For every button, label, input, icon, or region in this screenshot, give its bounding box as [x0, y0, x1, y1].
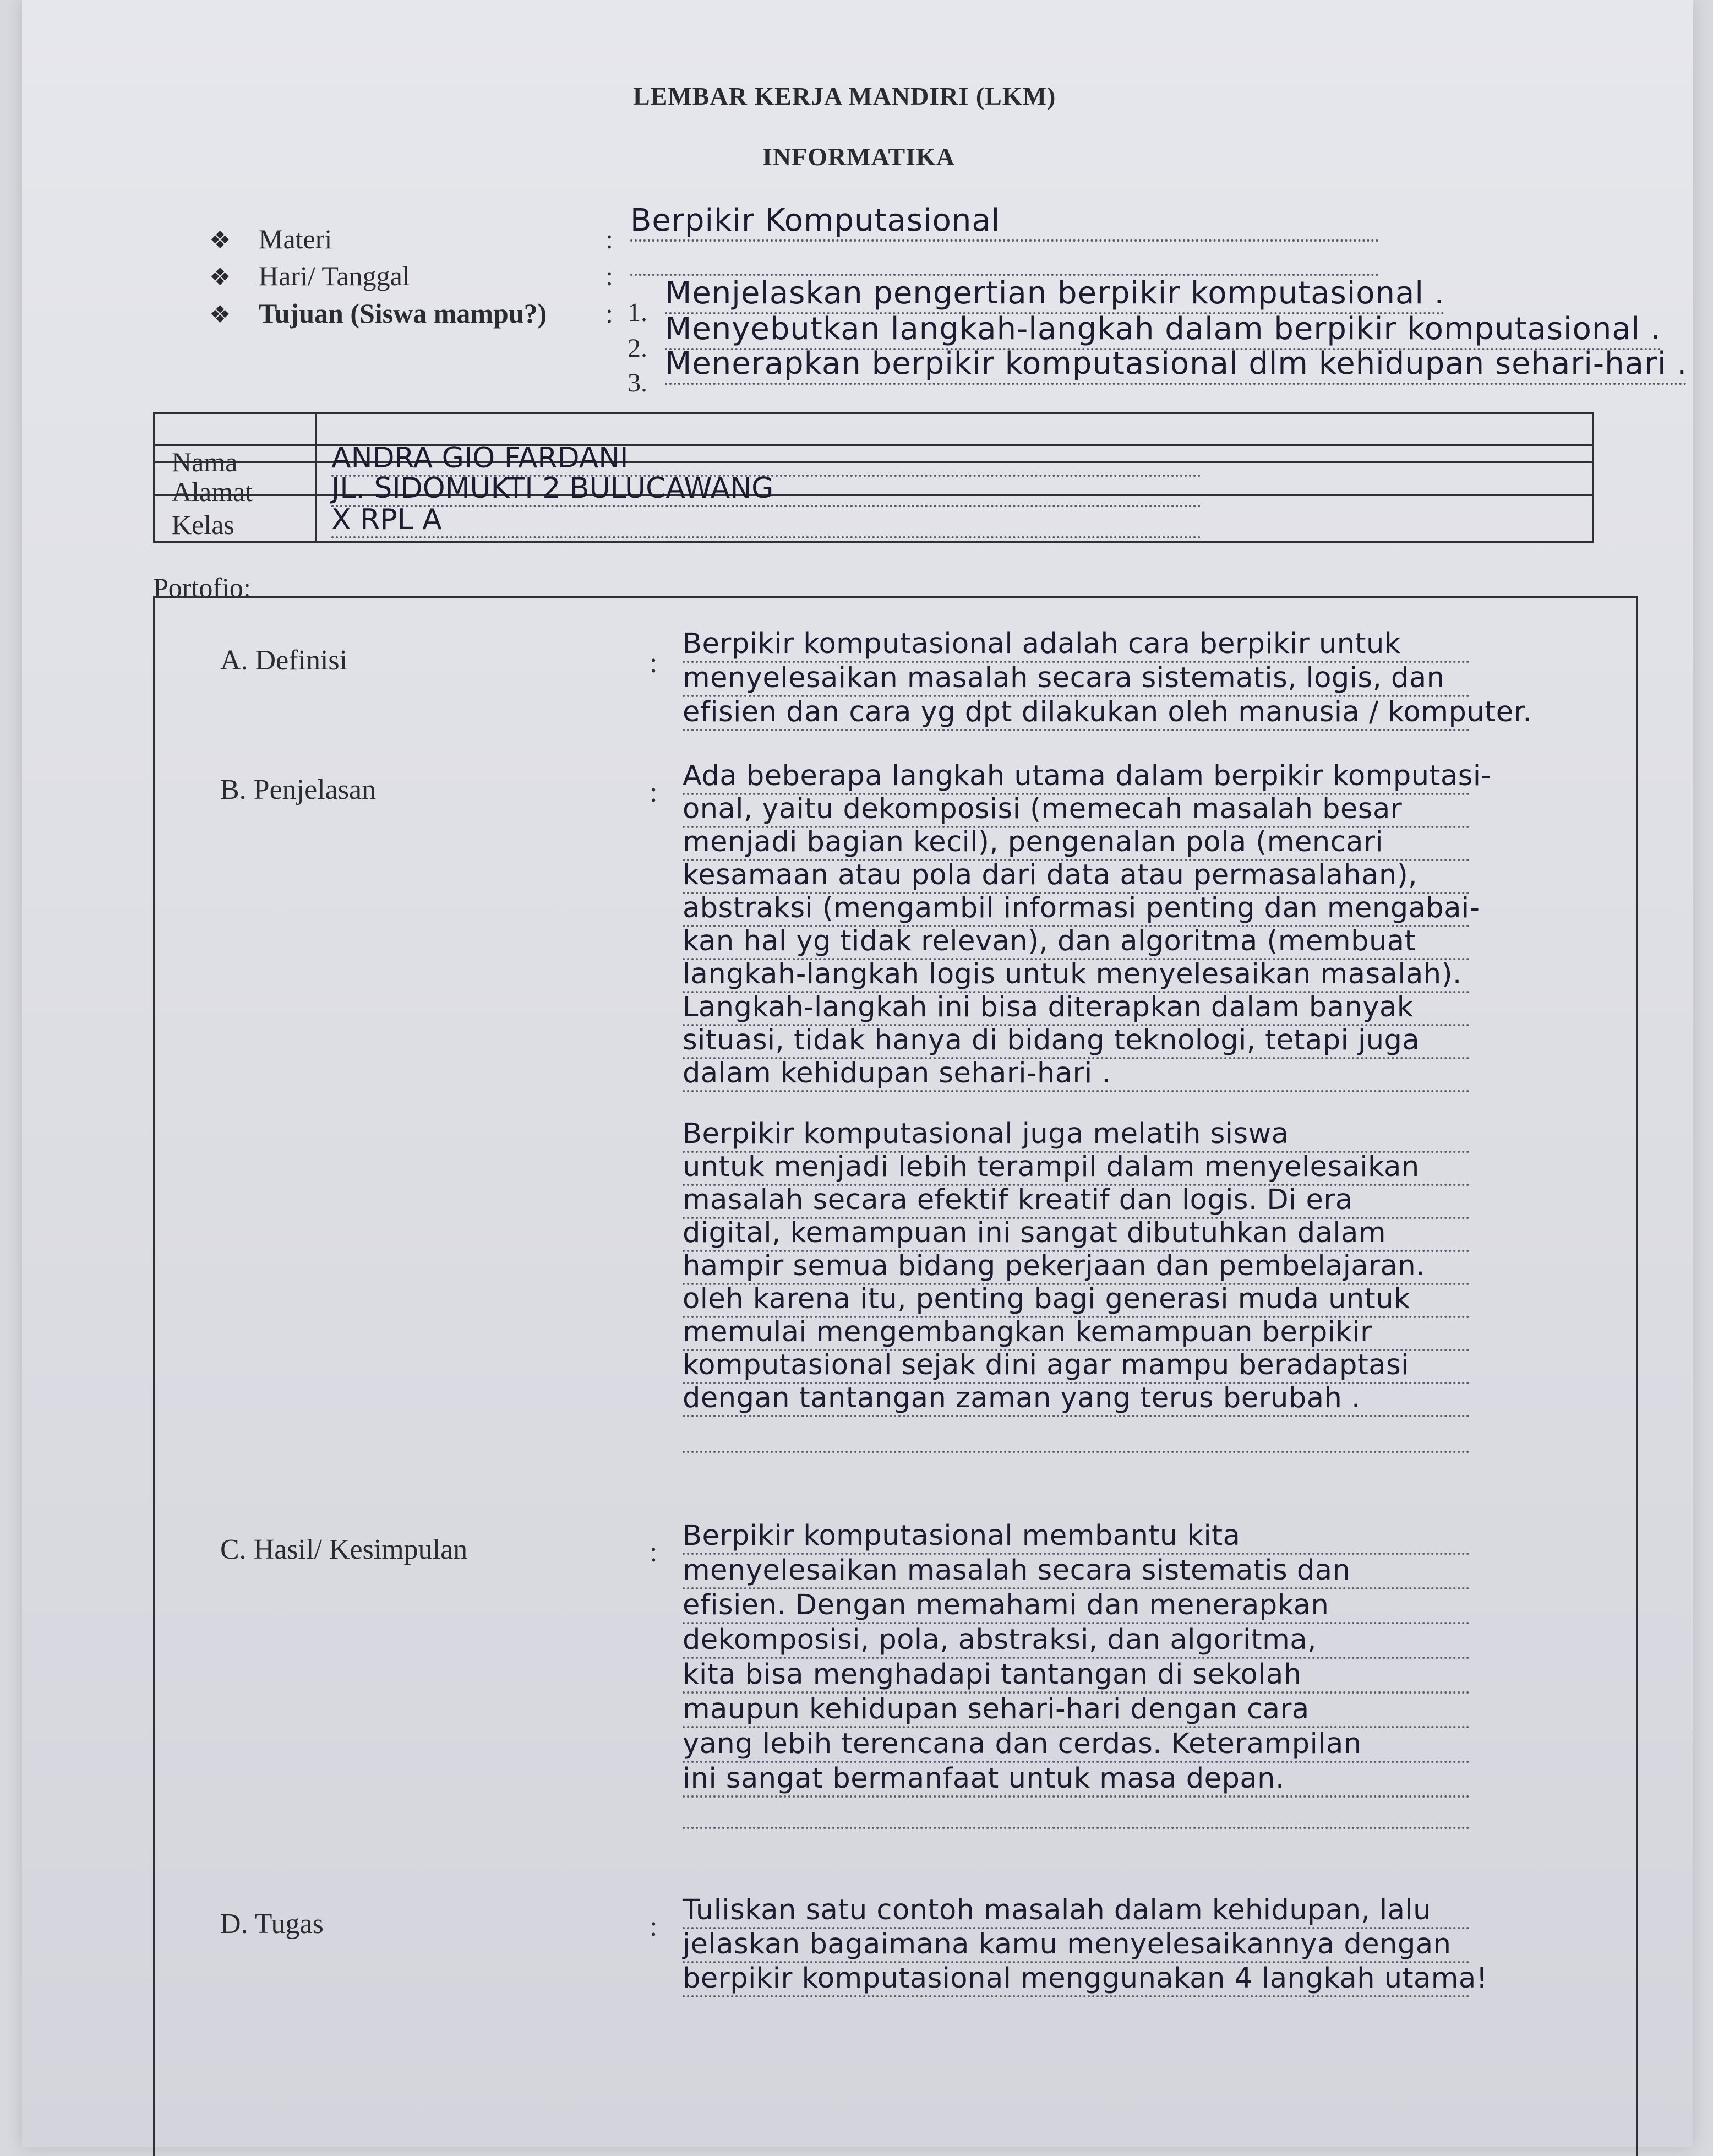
kesimpulan-label: C. Hasil/ Kesimpulan — [220, 1534, 468, 1565]
tujuan-number: 2. — [628, 334, 647, 363]
document-subtitle: INFORMATIKA — [762, 143, 956, 171]
materi-row — [209, 223, 617, 255]
worksheet-paper — [22, 0, 1693, 2147]
definisi-colon: : — [650, 647, 658, 679]
tujuan-number: 3. — [628, 368, 647, 398]
tujuan-colon: : — [605, 298, 613, 329]
handwritten-line: dalam kehidupan sehari-hari . — [683, 1057, 1470, 1092]
tujuan-item: Menjelaskan pengertian berpikir komputasional . — [665, 275, 1444, 314]
tugas-label: D. Tugas — [220, 1908, 324, 1940]
tanggal-row — [209, 260, 617, 292]
blank-line — [683, 1451, 1470, 1453]
handwritten-line: menyelesaikan masalah secara sistematis, logis, dan — [683, 662, 1470, 697]
kesimpulan-colon: : — [650, 1537, 658, 1568]
handwritten-line: berpikir komputasional menggunakan 4 langkah utama! — [683, 1962, 1470, 1997]
handwritten-line: Ada beberapa langkah utama dalam berpikir komputasi- — [683, 760, 1470, 795]
handwritten-line: situasi, tidak hanya di bidang teknologi, tetapi juga — [683, 1024, 1470, 1059]
bullet-icon: ❖ — [209, 227, 231, 254]
column-divider — [315, 414, 317, 541]
handwritten-line: maupun kehidupan sehari-hari dengan cara — [683, 1693, 1470, 1728]
handwritten-line: jelaskan bagaimana kamu menyelesaikannya dengan — [683, 1928, 1470, 1963]
handwritten-line: dekomposisi, pola, abstraksi, dan algoritma, — [683, 1624, 1470, 1659]
document-title: LEMBAR KERJA MANDIRI (LKM) — [633, 82, 1056, 110]
identity-table — [153, 412, 1594, 543]
portfolio-label: Portofio: — [153, 572, 251, 603]
materi-value: Berpikir Komputasional — [630, 203, 1379, 242]
materi-colon: : — [605, 224, 613, 254]
handwritten-line: Tuliskan satu contoh masalah dalam kehidupan, lalu — [683, 1894, 1470, 1929]
handwritten-line: menjadi bagian kecil), pengenalan pola (mencari — [683, 826, 1470, 861]
handwritten-line: hampir semua bidang pekerjaan dan pembelajaran. — [683, 1250, 1470, 1285]
handwritten-line: menyelesaikan masalah secara sistematis dan — [683, 1554, 1470, 1589]
tanggal-colon: : — [605, 260, 613, 291]
handwritten-line: masalah secara efektif kreatif dan logis. Di era — [683, 1184, 1470, 1219]
bullet-icon: ❖ — [209, 301, 231, 328]
handwritten-line: Berpikir komputasional membantu kita — [683, 1520, 1470, 1555]
handwritten-line: ini sangat bermanfaat untuk masa depan. — [683, 1762, 1470, 1798]
kelas-label: Kelas — [172, 509, 234, 540]
handwritten-line: efisien dan cara yg dpt dilakukan oleh manusia / komputer. — [683, 696, 1470, 731]
handwritten-line: Berpikir komputasional juga melatih siswa — [683, 1118, 1470, 1153]
handwritten-line: kesamaan atau pola dari data atau permasalahan), — [683, 859, 1470, 894]
nama-label: Nama — [172, 447, 238, 477]
handwritten-line: digital, kemampuan ini sangat dibutuhkan dalam — [683, 1217, 1470, 1252]
handwritten-line: dengan tantangan zaman yang terus berubah . — [683, 1382, 1470, 1417]
handwritten-line: Langkah-langkah ini bisa diterapkan dalam banyak — [683, 991, 1470, 1026]
handwritten-line: yang lebih terencana dan cerdas. Keterampilan — [683, 1728, 1470, 1763]
tanggal-label: Hari/ Tanggal — [259, 260, 410, 291]
handwritten-line: onal, yaitu dekomposisi (memecah masalah besar — [683, 793, 1470, 828]
tujuan-item: Menyebutkan langkah-langkah dalam berpikir komputasional . — [665, 311, 1661, 350]
tugas-colon: : — [650, 1911, 658, 1942]
nama-value: ANDRA GIO FARDANI — [331, 442, 1201, 477]
blank-line — [683, 1827, 1470, 1829]
penjelasan-label: B. Penjelasan — [220, 774, 377, 805]
kelas-value: X RPL A — [331, 503, 1201, 538]
alamat-value: JL. SIDOMUKTI 2 BULUCAWANG — [331, 472, 1201, 507]
handwritten-line: oleh karena itu, penting bagi generasi muda untuk — [683, 1283, 1470, 1318]
materi-label: Materi — [259, 224, 332, 254]
penjelasan-colon: : — [650, 777, 658, 808]
definisi-label: A. Definisi — [220, 645, 348, 676]
tujuan-row — [209, 297, 617, 329]
tujuan-label: Tujuan (Siswa mampu?) — [259, 298, 547, 329]
handwritten-line: untuk menjadi lebih terampil dalam menyelesaikan — [683, 1151, 1470, 1186]
handwritten-line: komputasional sejak dini agar mampu beradaptasi — [683, 1349, 1470, 1384]
tanggal-value — [630, 251, 1379, 276]
handwritten-line: kita bisa menghadapi tantangan di sekolah — [683, 1658, 1470, 1694]
handwritten-line: efisien. Dengan memahami dan menerapkan — [683, 1589, 1470, 1624]
handwritten-line: kan hal yg tidak relevan), dan algoritma (membuat — [683, 925, 1470, 960]
handwritten-line: memulai mengembangkan kemampuan berpikir — [683, 1316, 1470, 1351]
handwritten-line: abstraksi (mengambil informasi penting dan mengabai- — [683, 892, 1470, 927]
bullet-icon: ❖ — [209, 264, 231, 291]
tujuan-number: 1. — [628, 298, 647, 327]
tujuan-item: Menerapkan berpikir komputasional dlm kehidupan sehari-hari . — [665, 346, 1687, 385]
handwritten-line: langkah-langkah logis untuk menyelesaikan masalah). — [683, 958, 1470, 993]
alamat-label: Alamat — [172, 476, 253, 507]
handwritten-line: Berpikir komputasional adalah cara berpikir untuk — [683, 628, 1470, 663]
